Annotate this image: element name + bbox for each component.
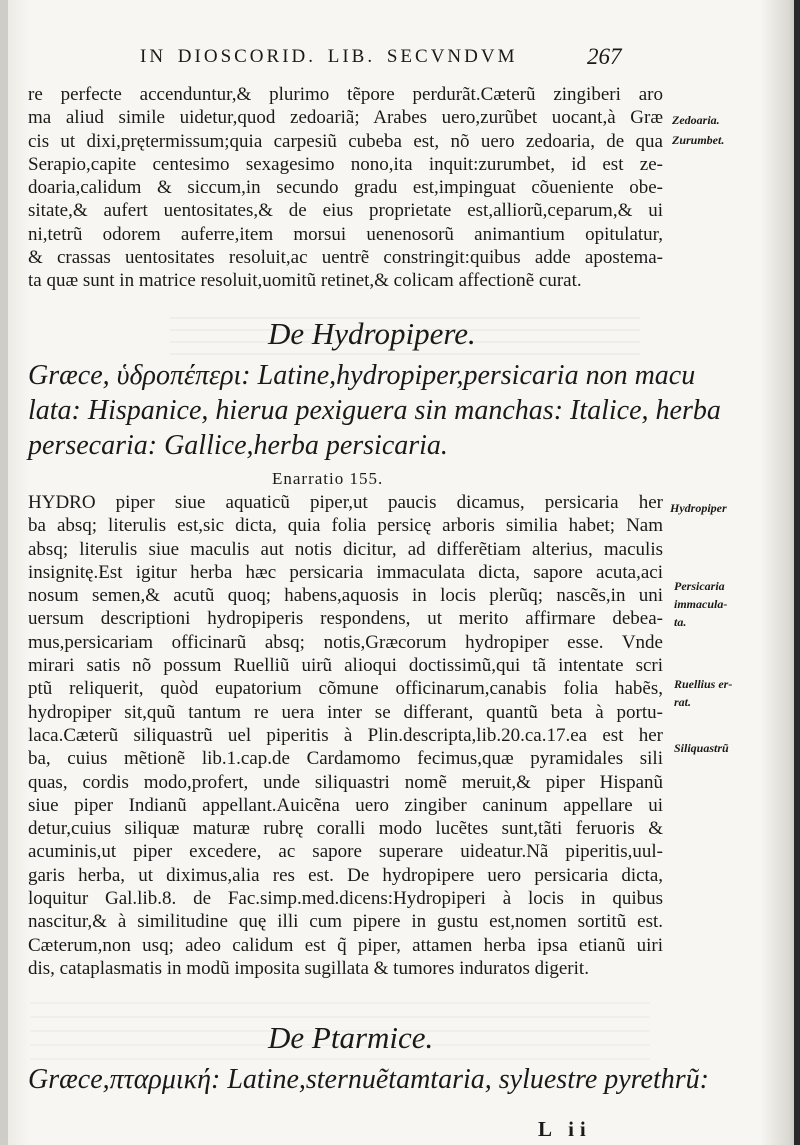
synonym-line: Græce, ὑδροπέπερι: Latine,hydropiper,persicaria non macu [28,360,696,391]
margin-note-persicaria-cont: immacula- [674,597,728,611]
margin-note-zurumbet: Zurumbet. [672,133,725,147]
text-line: doaria,calidum & siccum,in secundo gradu est,impinguat cõueniente obe- [28,177,663,199]
text-line: ptũ reliquerit, quòd eupatorium cõmune officinarum,canabis folia habẽs, [28,678,663,700]
text-line: nascitur,& à similitudine quę illi cum pipere in gustu est,nomen sortitũ est. [28,911,663,933]
synonym-line: Græce,πταρμική: Latine,sternuẽtamtaria, syluestre pyrethrũ: [28,1064,709,1095]
margin-note-hydropiper: Hydropiper [670,501,727,515]
margin-note-siliquastrum: Siliquastrũ [674,741,729,755]
text-line: detur,cuius siliquæ maturæ rubrę coralli modo lucẽtes sunt,tãti feruoris & [28,818,663,840]
page-left-edge [0,0,8,1145]
text-line: insignitę.Est igitur herba hæc persicaria immaculata dicta, sapore acuta,aci [28,561,663,583]
paragraph-hydropiper [28,491,663,980]
text-line: cis ut dixi,prętermissum;quia carpesiũ cubeba est, nõ uero zedoaria, de qua [28,130,663,152]
enarratio-label: Enarratio 155. [272,469,384,488]
margin-note-ruellius-end: rat. [674,695,692,709]
text-line: acuminis,ut piper excedere, ac sapore superare uideatur.Nã piperitis,uul- [28,841,663,863]
text-line: & crassas uentositates resoluit,ac uentrẽ constringit:quibus adde apostema- [28,247,663,269]
text-line: siue piper Indianũ appellant.Auicẽna uero zingiber caninum appellare ui [28,794,663,816]
page-right-edge [794,0,800,1145]
text-line: ta quæ sunt in matrice resoluit,uomitũ retinet,& colicam affectionẽ curat. [28,270,582,292]
synonym-line: persecaria: Gallice,herba persicaria. [28,430,448,461]
text-line: laca.Cæterũ siliquastrũ uel piperitis à Plin.descripta,lib.20.ca.17.ea est her [28,724,663,746]
synonyms-hydropipere [28,358,721,463]
text-line: dis, cataplasmatis in modũ imposita sugillata & tumores induratos digerit. [28,957,589,979]
text-line: Serapio,capite centesimo sexagesimo nono,ita inquit:zurumbet, id est ze- [28,153,663,175]
paragraph-zedoaria [28,83,663,293]
text-line: ni,tetrũ odorem auferre,item morsui uenenosorũ animantium opitulatur, [28,223,663,245]
text-line: sitate,& aufert uentositates,& de eius proprietate est,alliorũ,ceparum,& ui [28,200,663,222]
signature-mark: L ii [538,1117,592,1141]
text-line: loquitur Gal.lib.8. de Fac.simp.med.dicens:Hydropiperi à locis in quibus [28,888,663,910]
text-line: ba absq; literulis est,sic dicta, quia folia persicę arboris similia habet; Nam [28,515,663,537]
text-line: hydropiper sit,quũ tantum re uera inter se differant, quantũ beta à portu- [28,701,663,723]
text-line: ba, cuius mẽtionẽ lib.1.cap.de Cardamomo fecimus,quæ pyramidales sili [28,748,663,770]
text-line: Cæterum,non usq; adeo calidum est q̃ piper, attamen herba ipsa etianũ uiri [28,934,663,956]
section-heading-hydropipere: De Hydropipere. [268,316,476,351]
running-head: IN DIOSCORID. LIB. SECVNDVM [140,46,518,67]
synonym-line: lata: Hispanice, hierua pexiguera sin manchas: Italice, herba [28,395,721,426]
margin-note-persicaria: Persicaria [674,579,725,593]
synonyms-ptarmice [28,1062,709,1097]
margin-note-zedoaria: Zedoaria. [672,113,720,127]
section-heading-ptarmice: De Ptarmice. [268,1020,434,1055]
text-line: re perfecte accenduntur,& plurimo tẽpore perdurãt.Cæterũ zingiberi aro [28,84,663,105]
text-line: garis herba, ut diximus,alia res est. De hydropipere uero persicaria dicta, [28,864,663,886]
margin-note-persicaria-end: ta. [674,615,687,629]
text-line: HYDRO piper siue aquaticũ piper,ut paucis dicamus, persicaria her [28,492,663,513]
margin-note-ruellius: Ruellius er- [674,677,733,691]
text-line: quas, cordis modo,profert, unde siliquastri nomẽ meruit,& piper Hispanũ [28,771,663,793]
page-number: 267 [587,44,622,69]
text-line: nosum semen,& acutũ quoq; habens,aquosis in locis plerũq; nascẽs,in uni [28,585,663,607]
text-line: mirari satis nõ possum Ruelliũ uirũ alioqui doctissimũ,qui tã intentate scri [28,655,663,677]
text-line: absq; literulis siue maculis aut notis dicitur, ad differẽtiam alterius, maculis [28,538,663,560]
text-line: uersum descriptioni hydropiperis respondens, ut merito affirmare debea- [28,608,663,630]
text-line: ma aliud simile uidetur,quod zedoariã; Arabes uero,zurũbet uocant,à Græ [28,107,663,129]
text-line: mus,persicariam officinarũ absq; notis,Græcorum hydropiper esse. Vnde [28,631,663,653]
